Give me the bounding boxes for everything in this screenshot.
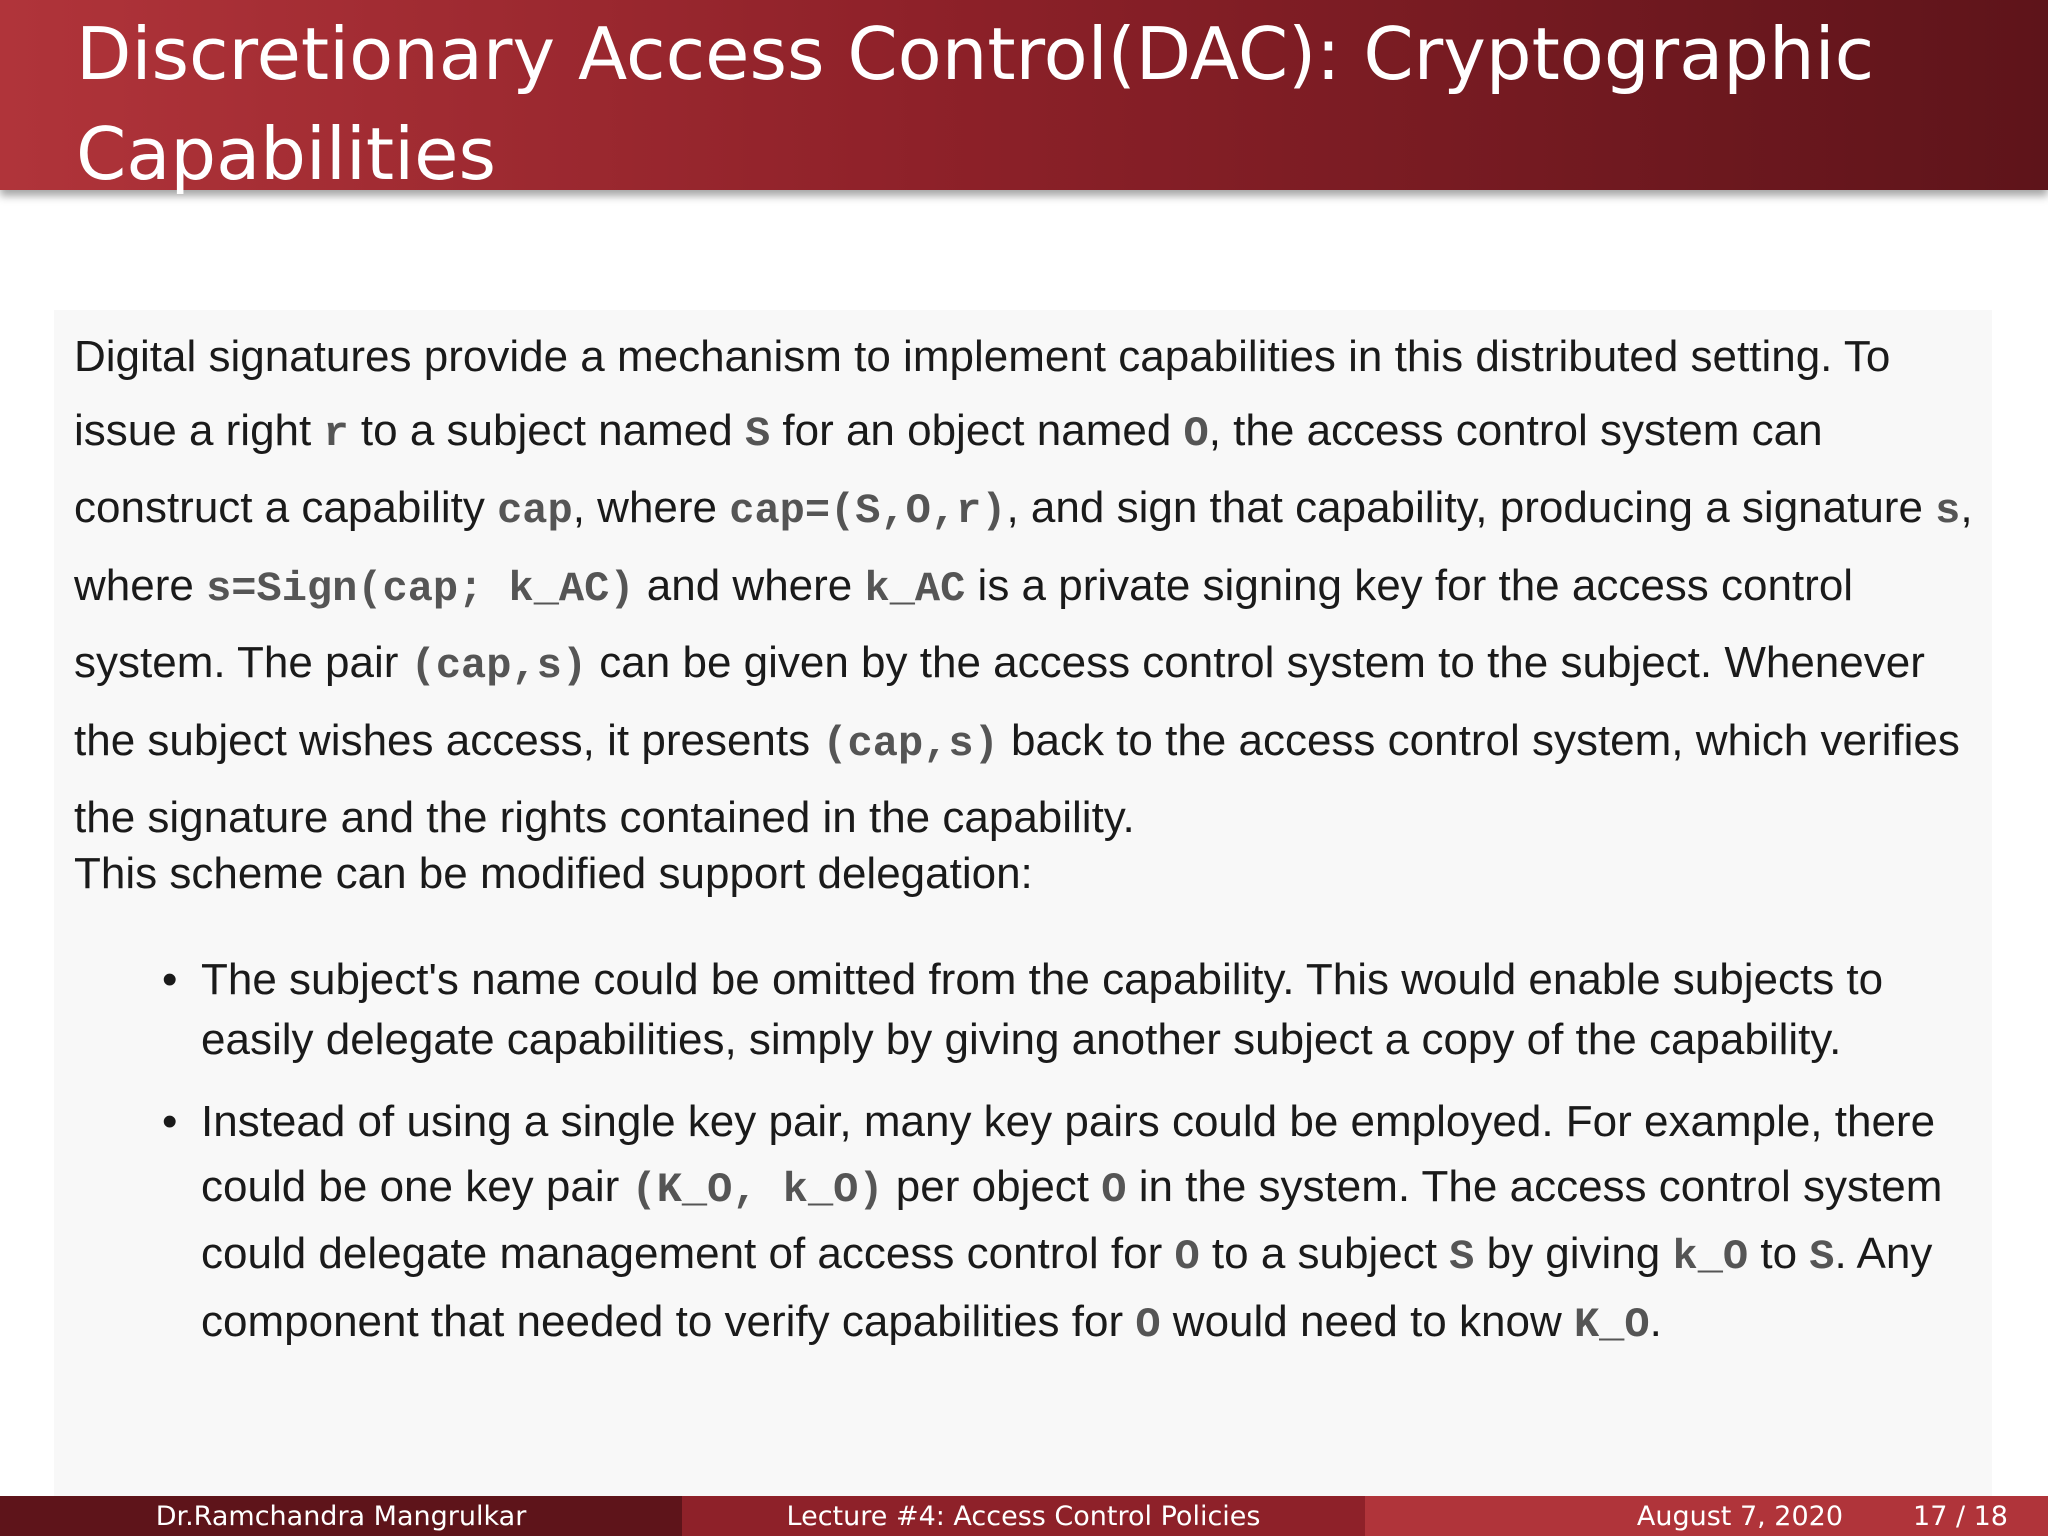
footer-date-section <box>1365 1496 2048 1536</box>
code-s-signature: s <box>1935 487 1961 535</box>
code-s-subject: S <box>1809 1233 1835 1281</box>
footer-author-section <box>0 1496 682 1536</box>
list-item: • Instead of using a single key pair, many key pairs could be employed. For example, there could be one key pair (K_O, k_O) per object O in the system. The access control system could delegate management of access control for O to a subject S by giving k_O to S. Any component that needed to verify capabilities for O would need to know K_O. <box>54 1090 1961 1357</box>
slide-header <box>0 0 2048 196</box>
list-item <box>54 950 1961 1070</box>
footer-lecture-section <box>682 1496 1365 1536</box>
code-o-object: O <box>1183 409 1209 458</box>
code-s-subject: S <box>1449 1233 1475 1281</box>
bullet-icon: • <box>162 1097 178 1146</box>
paragraph-delegation: This scheme can be modified support delegation: <box>74 849 1033 898</box>
footer-date: August 7, 2020 <box>1636 1500 1844 1532</box>
slide-footer <box>0 1496 2048 1536</box>
code-k-o-public: K_O <box>1573 1300 1650 1349</box>
list-item-text: The subject's name could be omitted from the capability. This would enable subjects to easily delegate capabilities, simply by giving another subject a copy of the capability. <box>201 955 1884 1064</box>
code-o-object: O <box>1174 1233 1200 1281</box>
code-cap: cap <box>497 487 573 535</box>
bullet-icon: • <box>162 955 178 1004</box>
code-o-object: O <box>1135 1300 1161 1349</box>
code-sign-def: s=Sign(cap; k_AC) <box>206 564 635 613</box>
paragraph-intro: Digital signatures provide a mechanism to implement capabilities in this distributed setting. To issue a right r to a subject named S for an object named O, the access control system can construct a capability cap, where cap=(S,O,r), and sign that capability, producing a signature s, where s=Sign(cap; k_AC) and where k_AC is a private signing key for the access control system. The pair (cap,s) can be given by the access control system to the subject. Whenever the subject wishes access, it presents (cap,s) back to the access control system, which verifies the signature and the rights contained in the capability. <box>74 332 1973 842</box>
code-key-pair: (K_O, k_O) <box>631 1165 884 1214</box>
footer-author: Dr.Ramchandra Mangrulkar <box>155 1500 527 1532</box>
code-s-subject: S <box>744 409 771 458</box>
code-cap-s-pair: (cap,s) <box>410 642 588 690</box>
code-r: r <box>323 409 349 458</box>
code-cap-s-pair: (cap,s) <box>822 719 999 768</box>
slide-title: Discretionary Access Control(DAC): Cryptographic Capabilities <box>76 12 1875 196</box>
bullet-list <box>54 950 1992 1357</box>
code-k-o-private: k_O <box>1672 1233 1749 1281</box>
code-cap-def: cap=(S,O,r) <box>729 487 1007 535</box>
content-box <box>54 310 1992 1496</box>
code-k-ac: k_AC <box>864 564 966 613</box>
code-o-object: O <box>1101 1165 1127 1214</box>
footer-lecture: Lecture #4: Access Control Policies <box>786 1500 1261 1532</box>
footer-page-number: 17 / 18 <box>1913 1500 2008 1532</box>
